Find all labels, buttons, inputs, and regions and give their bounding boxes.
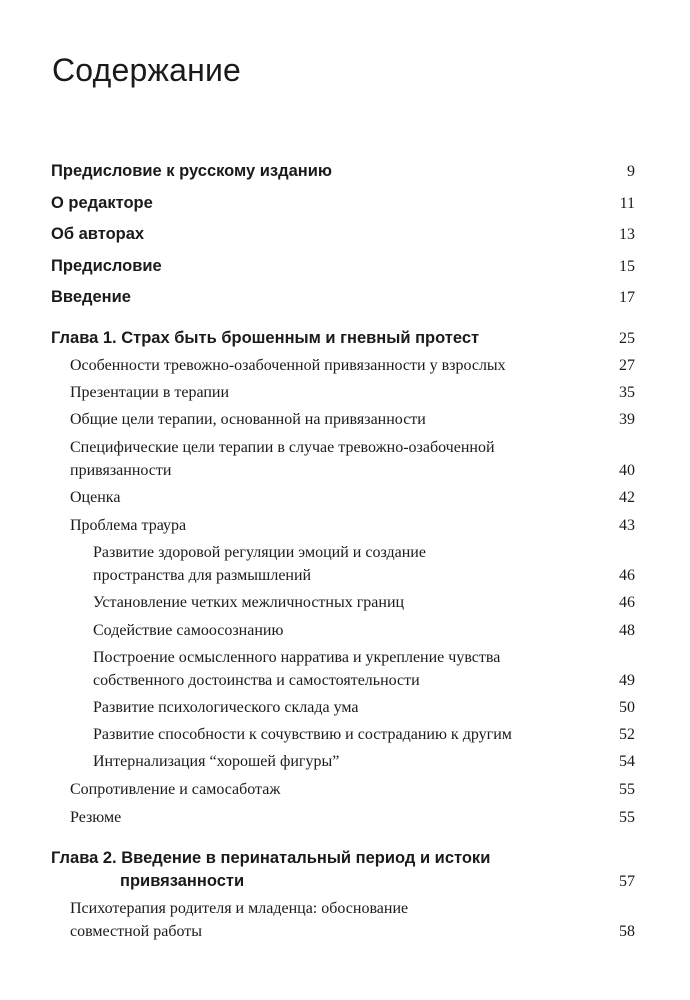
toc-entry-title: Об авторах bbox=[51, 225, 145, 243]
toc-entry[interactable] bbox=[0, 408, 690, 431]
toc-entry-title: О редакторе bbox=[51, 194, 153, 212]
toc-entry-title: Общие цели терапии, основанной на привязанности bbox=[70, 411, 426, 428]
toc-entry-title: Резюме bbox=[70, 809, 122, 826]
toc-entry[interactable] bbox=[0, 619, 690, 642]
toc-entry-page: 58 bbox=[619, 923, 635, 940]
toc-entry-title: Содействие самоосознанию bbox=[93, 622, 284, 639]
toc-entry[interactable] bbox=[0, 354, 690, 377]
toc-chapter-title: Глава 2. Введение в перинатальный период и истоки bbox=[51, 849, 491, 867]
toc-entry[interactable] bbox=[0, 381, 690, 404]
toc-entry-page: 39 bbox=[619, 411, 635, 428]
toc-entry-title-cont: пространства для размышлений bbox=[93, 567, 312, 584]
toc-entry[interactable] bbox=[0, 436, 690, 482]
toc-entry-page: 42 bbox=[619, 489, 635, 506]
toc-entry[interactable] bbox=[0, 223, 690, 246]
toc-entry[interactable] bbox=[0, 286, 690, 309]
toc-entry-page: 13 bbox=[619, 226, 635, 243]
toc-entry-title: Проблема траура bbox=[70, 517, 187, 534]
toc-entry-title: Особенности тревожно-озабоченной привязанности у взрослых bbox=[70, 357, 506, 374]
toc-entry-title: Презентации в терапии bbox=[70, 384, 230, 401]
toc-entry-title: Специфические цели терапии в случае тревожно-озабоченной bbox=[70, 439, 495, 456]
toc-entry-title: Сопротивление и самосаботаж bbox=[70, 781, 281, 798]
toc-entry-title: Построение осмысленного нарратива и укрепление чувства bbox=[93, 649, 501, 666]
toc-entry-title-cont: совместной работы bbox=[70, 923, 202, 940]
toc-entry-title-cont: собственного достоинства и самостоятельности bbox=[93, 672, 420, 689]
toc-entry-page: 27 bbox=[619, 357, 635, 374]
toc-entry[interactable] bbox=[0, 514, 690, 537]
toc-entry-title: Интернализация “хорошей фигуры” bbox=[93, 753, 340, 770]
toc-entry-page: 17 bbox=[619, 289, 635, 306]
toc-entry-page: 54 bbox=[619, 753, 635, 770]
toc-entry-page: 9 bbox=[627, 163, 635, 180]
toc-entry-page: 43 bbox=[619, 517, 635, 534]
toc-entry-page: 25 bbox=[619, 330, 635, 347]
toc-entry-title: Оценка bbox=[70, 489, 121, 506]
toc-chapter-title-cont: привязанности bbox=[120, 872, 245, 890]
toc-entry[interactable] bbox=[0, 806, 690, 829]
toc-entry-page: 15 bbox=[619, 258, 635, 275]
toc-entry-title: Психотерапия родителя и младенца: обоснование bbox=[70, 900, 409, 917]
toc-entry[interactable] bbox=[0, 778, 690, 801]
toc-entry[interactable] bbox=[0, 160, 690, 183]
toc-entry-page: 55 bbox=[619, 809, 635, 826]
toc-entry-title: Введение bbox=[51, 288, 131, 306]
toc-entry-page: 40 bbox=[619, 462, 635, 479]
toc-entry[interactable] bbox=[0, 750, 690, 773]
toc-chapter[interactable] bbox=[0, 327, 690, 350]
toc-entry-page: 46 bbox=[619, 567, 635, 584]
toc-entry-title: Развитие здоровой регуляции эмоций и создание bbox=[93, 544, 426, 561]
toc-entry-page: 50 bbox=[619, 699, 635, 716]
toc-entry[interactable] bbox=[0, 255, 690, 278]
toc-entry[interactable] bbox=[0, 591, 690, 614]
toc-chapter-title: Глава 1. Страх быть брошенным и гневный протест bbox=[51, 329, 480, 347]
toc-chapter[interactable] bbox=[0, 847, 690, 893]
toc-entry-title: Предисловие bbox=[51, 257, 162, 275]
toc-entry[interactable] bbox=[0, 696, 690, 719]
toc-entry-title: Установление четких межличностных границ bbox=[93, 594, 405, 611]
toc-entry-page: 48 bbox=[619, 622, 635, 639]
page-title: Содержание bbox=[52, 52, 242, 88]
toc-entry-page: 57 bbox=[619, 873, 635, 890]
toc-entry-page: 52 bbox=[619, 726, 635, 743]
toc-entry[interactable] bbox=[0, 486, 690, 509]
toc-entry[interactable] bbox=[0, 541, 690, 587]
toc-entry-page: 55 bbox=[619, 781, 635, 798]
toc-entry-title: Развитие психологического склада ума bbox=[93, 699, 359, 716]
toc-entry-page: 11 bbox=[619, 195, 635, 212]
toc-entry[interactable] bbox=[0, 723, 690, 746]
toc-entry-title: Предисловие к русскому изданию bbox=[51, 162, 332, 180]
toc-entry[interactable] bbox=[0, 192, 690, 215]
toc-entry[interactable] bbox=[0, 646, 690, 692]
toc-entry[interactable] bbox=[0, 897, 690, 943]
toc-entry-title: Развитие способности к сочувствию и состраданию к другим bbox=[93, 726, 512, 743]
toc-entry-title-cont: привязанности bbox=[70, 462, 172, 479]
toc-entry-page: 49 bbox=[619, 672, 635, 689]
toc-entry-page: 35 bbox=[619, 384, 635, 401]
toc-entry-page: 46 bbox=[619, 594, 635, 611]
